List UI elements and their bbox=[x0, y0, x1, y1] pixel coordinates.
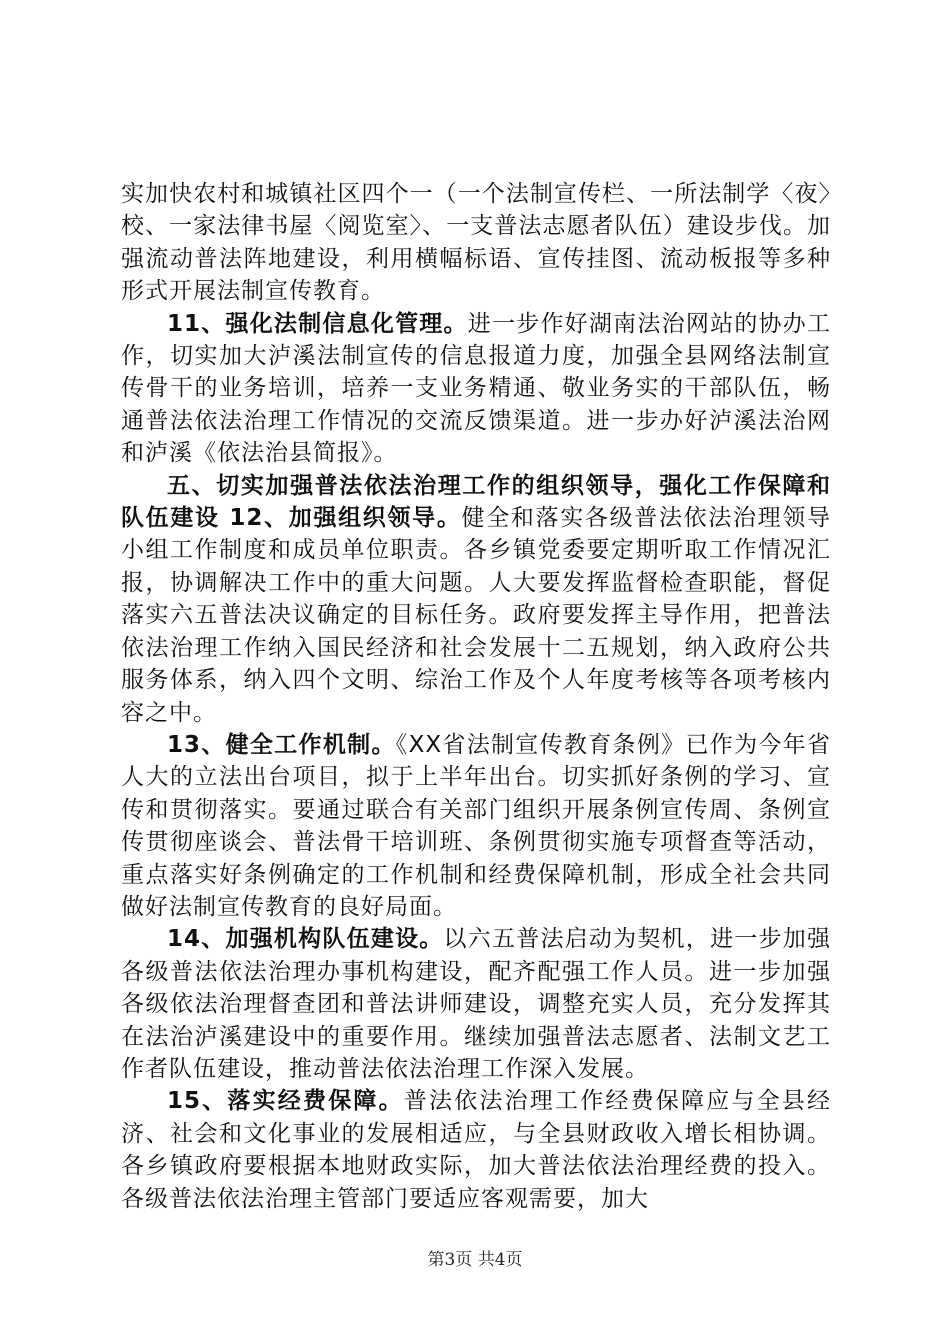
paragraph-heading: 11、强化法制信息化管理。 bbox=[167, 310, 468, 337]
paragraph-text: 进一步作好湖南法治网站的协办工作，切实加大泸溪法制宣传的信息报道力度，加强全县网络法制宣传骨干的业务培训，培养一支业务精通、敬业务实的干部队伍，畅通普法依法治理工作情况的交流反馈渠道。进一步办好泸溪法治网和泸溪《依法治县简报》。 bbox=[121, 310, 832, 467]
paragraph-text: 《XX省法制宣传教育条例》已作为今年省人大的立法出台项目，拟于上半年出台。切实抓好条例的学习、宣传和贯彻落实。要通过联合有关部门组织开展条例宣传周、条例宣传贯彻座谈会、普法骨干培训班、条例贯彻实施专项督查等活动，重点落实好条例确定的工作机制和经费保障机制，形成全社会共同做好法制宣传教育的良好局面。 bbox=[121, 731, 831, 920]
paragraph-section-5 bbox=[121, 470, 831, 729]
paragraph-text: 以六五普法启动为契机，进一步加强各级普法依法治理办事机构建设，配齐配强工作人员。进一步加强各级依法治理督查团和普法讲师建设，调整充实人员，充分发挥其在法治泸溪建设中的重要作用。继续加强普法志愿者、法制文艺工作者队伍建设，推动普法依法治理工作深入发展。 bbox=[121, 926, 831, 1082]
section-heading: 五、切实加强普法依法治理工作的组织领导，强化工作保障和队伍建设 12、加强组织领导。 bbox=[121, 472, 831, 532]
paragraph-14 bbox=[121, 923, 831, 1085]
page-footer bbox=[0, 1245, 950, 1270]
paragraph-text: 健全和落实各级普法依法治理领导小组工作制度和成员单位职责。各乡镇党委要定期听取工作情况汇报，协调解决工作中的重大问题。人大要发挥监督检查职能，督促落实六五普法决议确定的目标任务。政府要发挥主导作用，把普法依法治理工作纳入国民经济和社会发展十二五规划，纳入政府公共服务体系，纳入四个文明、综治工作及个人年度考核等各项考核内容之中。 bbox=[121, 505, 832, 726]
paragraph-11 bbox=[121, 308, 831, 470]
paragraph-text: 普法依法治理工作经费保障应与全县经济、社会和文化事业的发展相适应，与全县财政收入增长相协调。各乡镇政府要根据本地财政实际，加大普法依法治理经费的投入。各级普法依法治理主管部门要适应客观需要，加大 bbox=[121, 1088, 832, 1212]
paragraph-heading: 15、落实经费保障。 bbox=[167, 1088, 404, 1115]
document-body bbox=[121, 178, 831, 1215]
paragraph-13 bbox=[121, 729, 831, 923]
paragraph-text: 实加快农村和城镇社区四个一（一个法制宣传栏、一所法制学〈夜〉校、一家法律书屋〈阅览室〉、一支普法志愿者队伍）建设步伐。加强流动普法阵地建设，利用横幅标语、宣传挂图、流动板报等多种形式开展法制宣传教育。 bbox=[121, 181, 831, 305]
page-number: 第3页 共4页 bbox=[427, 1250, 523, 1270]
paragraph-continuation bbox=[121, 178, 831, 308]
paragraph-heading: 14、加强机构队伍建设。 bbox=[167, 926, 444, 953]
paragraph-heading: 13、健全工作机制。 bbox=[167, 731, 396, 758]
paragraph-15 bbox=[121, 1085, 831, 1215]
